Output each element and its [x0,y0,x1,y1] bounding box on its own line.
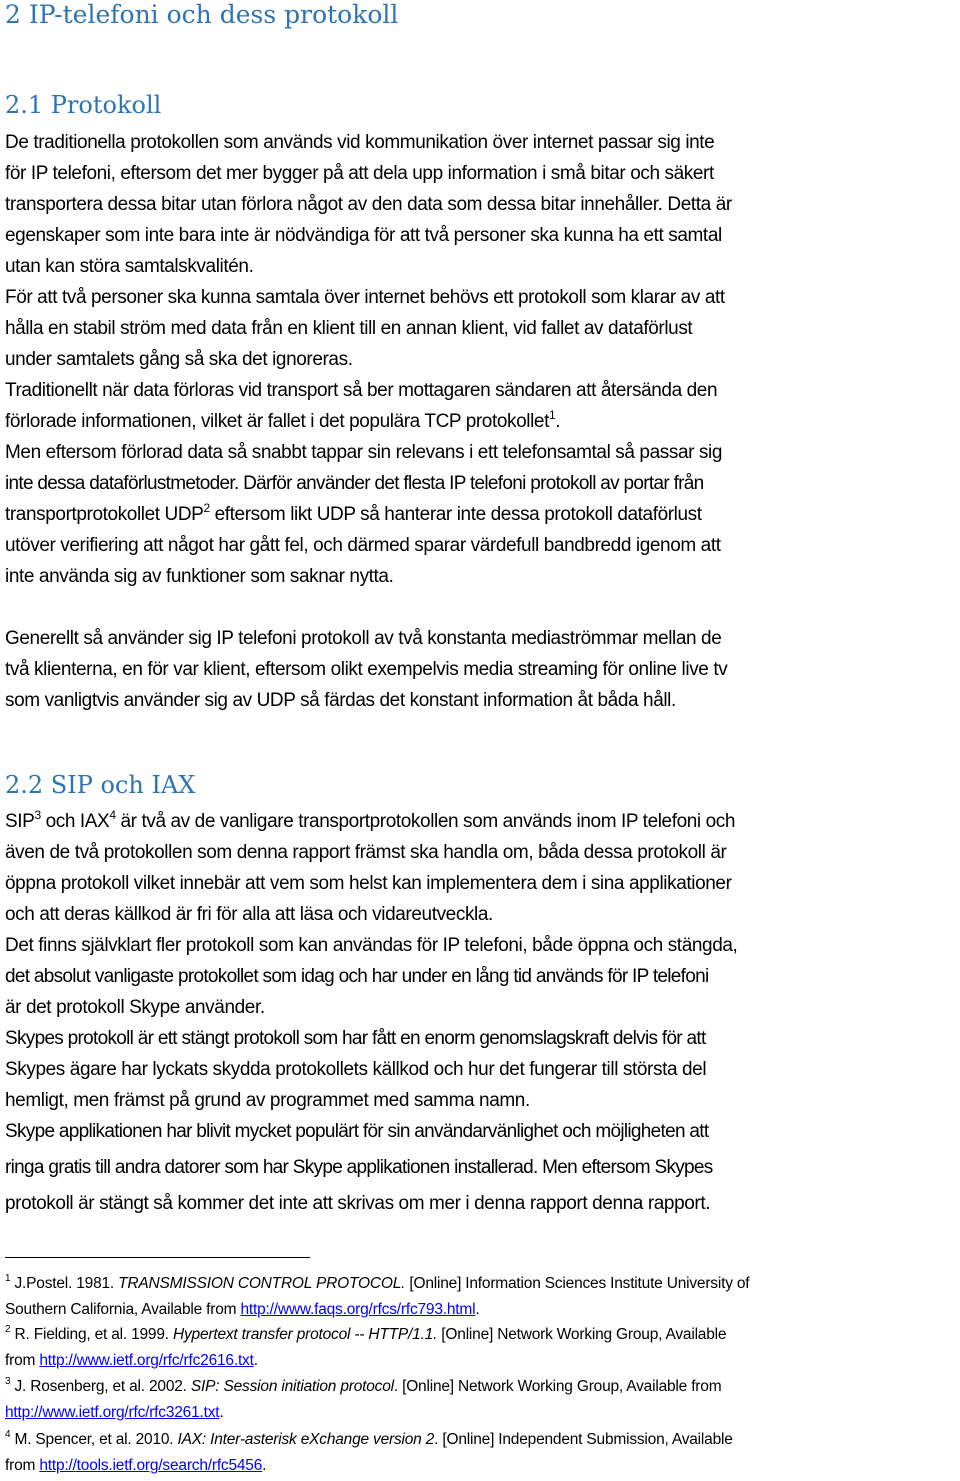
footnote-2-line2 [5,1350,258,1372]
paragraph-line: två klienterna, en för var klient, eftersom olikt exempelvis media streaming för online live tv [5,659,728,680]
line-text: eftersom likt UDP så hanterar inte dessa protokoll dataförlust [209,504,702,525]
footnote-link[interactable]: http://tools.ietf.org/search/rfc5456 [39,1457,263,1474]
line-text: och IAX [40,811,110,832]
footnote-author: J. Rosenberg, et al. 2002. [14,1378,191,1395]
chapter-heading: 2 IP-telefoni och dess protokoll [5,0,399,29]
paragraph-line: transportera dessa bitar utan förlora något av den data som dessa bitar innehåller. Detta är [5,194,732,215]
paragraph-line: under samtalets gång så ska det ignoreras. [5,349,353,370]
paragraph-line: ringa gratis till andra datorer som har Skype applikationen installerad. Men eftersom Skypes [5,1157,713,1178]
line-text: är två av de vanligare transportprotokollen som används inom IP telefoni och [115,811,736,832]
paragraph-line: är det protokoll Skype använder. [5,997,265,1018]
footnote-text: . [475,1301,480,1318]
paragraph-line: inte använda sig av funktioner som saknar nytta. [5,566,394,587]
footnote-ref-1[interactable]: 1 [548,408,556,422]
paragraph-line: utöver verifiering att något har gått fel, och därmed sparar värdefull bandbredd igenom att [5,535,721,556]
paragraph-line: Skype applikationen har blivit mycket populärt för sin användarvänlighet och möjligheten att [5,1121,709,1142]
footnote-author: M. Spencer, et al. 2010. [14,1431,178,1448]
footnote-link[interactable]: http://www.ietf.org/rfc/rfc3261.txt [5,1404,220,1421]
paragraph-line: det absolut vanligaste protokollet som idag och har under en lång tid används för IP telefoni [5,966,709,987]
paragraph-line: hemligt, men främst på grund av programmet med samma namn. [5,1090,530,1111]
footnote-2 [5,1324,726,1346]
footnote-3 [5,1376,721,1398]
footnote-number: 3 [5,1376,11,1387]
footnote-text: . [253,1352,258,1369]
footnote-source: [Online] Information Sciences Institute University of [405,1275,750,1292]
line-text: SIP [5,811,35,832]
paragraph-line: Generellt så använder sig IP telefoni protokoll av två konstanta mediaströmmar mellan de [5,628,722,649]
paragraph-line: Det finns självklart fler protokoll som kan användas för IP telefoni, både öppna och stängda, [5,935,738,956]
footnote-4 [5,1429,733,1451]
line-text: . [555,411,561,432]
footnote-text: . [219,1404,224,1421]
footnote-ref-3[interactable]: 3 [34,808,41,822]
paragraph-line: hålla en stabil ström med data från en klient till en annan klient, vid fallet av dataförlust [5,318,693,339]
footnote-ref-4[interactable]: 4 [109,808,116,822]
paragraph-line [5,408,560,436]
paragraph-line: för IP telefoni, eftersom det mer bygger på att dela upp information i små bitar och säkert [5,163,714,184]
footnote-separator [5,1257,310,1258]
line-text: transportprotokollet UDP [5,504,204,525]
footnote-number: 4 [5,1429,11,1440]
paragraph-line: Traditionellt när data förloras vid transport så ber mottagaren sändaren att återsända den [5,380,718,401]
paragraph-line: utan kan störa samtalskvalitén. [5,256,254,277]
footnote-1 [5,1273,749,1295]
footnote-source: [Online] Network Working Group, Available [437,1326,727,1343]
paragraph-line: För att två personer ska kunna samtala över internet behövs ett protokoll som klarar av att [5,287,725,308]
paragraph-line: som vanligtvis använder sig av UDP så färdas det konstant information åt båda håll. [5,690,676,711]
footnote-text: from [5,1457,40,1474]
paragraph-line: egenskaper som inte bara inte är nödvändiga för att två personer ska kunna ha ett samtal [5,225,722,246]
paragraph-line: De traditionella protokollen som används vid kommunikation över internet passar sig inte [5,132,715,153]
footnote-author: J.Postel. 1981. [14,1275,119,1292]
paragraph-line: Skypes protokoll är ett stängt protokoll som har fått en enorm genomslagskraft delvis för att [5,1028,706,1049]
paragraph-line: även de två protokollen som denna rapport främst ska handla om, båda dessa protokoll är [5,842,727,863]
footnote-number: 2 [5,1324,11,1335]
paragraph-line: öppna protokoll vilket innebär att vem som helst kan implementera dem i sina applikationer [5,873,732,894]
footnote-title: TRANSMISSION CONTROL PROTOCOL. [118,1275,406,1292]
footnote-title: SIP: Session initiation protocol [190,1378,394,1395]
paragraph-line: och att deras källkod är fri för alla att läsa och vidareutveckla. [5,904,493,925]
footnote-title: IAX: Inter-asterisk eXchange version 2 [177,1431,435,1448]
paragraph-line [5,808,735,836]
footnote-text: from [5,1352,40,1369]
footnote-3-line2 [5,1402,224,1424]
footnote-source: . [Online] Network Working Group, Available from [393,1378,722,1395]
paragraph-line: Men eftersom förlorad data så snabbt tappar sin relevans i ett telefonsamtal så passar sig [5,442,723,463]
paragraph-line [5,501,702,529]
section-heading-sip-iax: 2.2 SIP och IAX [5,771,196,799]
footnote-number: 1 [5,1273,11,1284]
footnote-4-line2 [5,1455,266,1477]
footnote-ref-2[interactable]: 2 [203,501,210,515]
footnote-source: . [Online] Independent Submission, Available [434,1431,733,1448]
paragraph-line: protokoll är stängt så kommer det inte att skrivas om mer i denna rapport denna rapport. [5,1193,711,1214]
section-heading-protokoll: 2.1 Protokoll [5,91,162,119]
footnote-1-line2 [5,1299,479,1321]
footnote-author: R. Fielding, et al. 1999. [14,1326,173,1343]
footnote-text: . [262,1457,267,1474]
line-text: förlorade informationen, vilket är fallet i det populära TCP protokollet [5,411,549,432]
footnote-link[interactable]: http://www.faqs.org/rfcs/rfc793.html [240,1301,476,1318]
footnote-title: Hypertext transfer protocol -- HTTP/1.1. [173,1326,438,1343]
paragraph-line: Skypes ägare har lyckats skydda protokollets källkod och hur det fungerar till största del [5,1059,707,1080]
footnote-text: Southern California, Available from [5,1301,241,1318]
footnote-link[interactable]: http://www.ietf.org/rfc/rfc2616.txt [39,1352,254,1369]
paragraph-line: inte dessa dataförlustmetoder. Därför använder det flesta IP telefoni protokoll av portar från [5,473,704,494]
